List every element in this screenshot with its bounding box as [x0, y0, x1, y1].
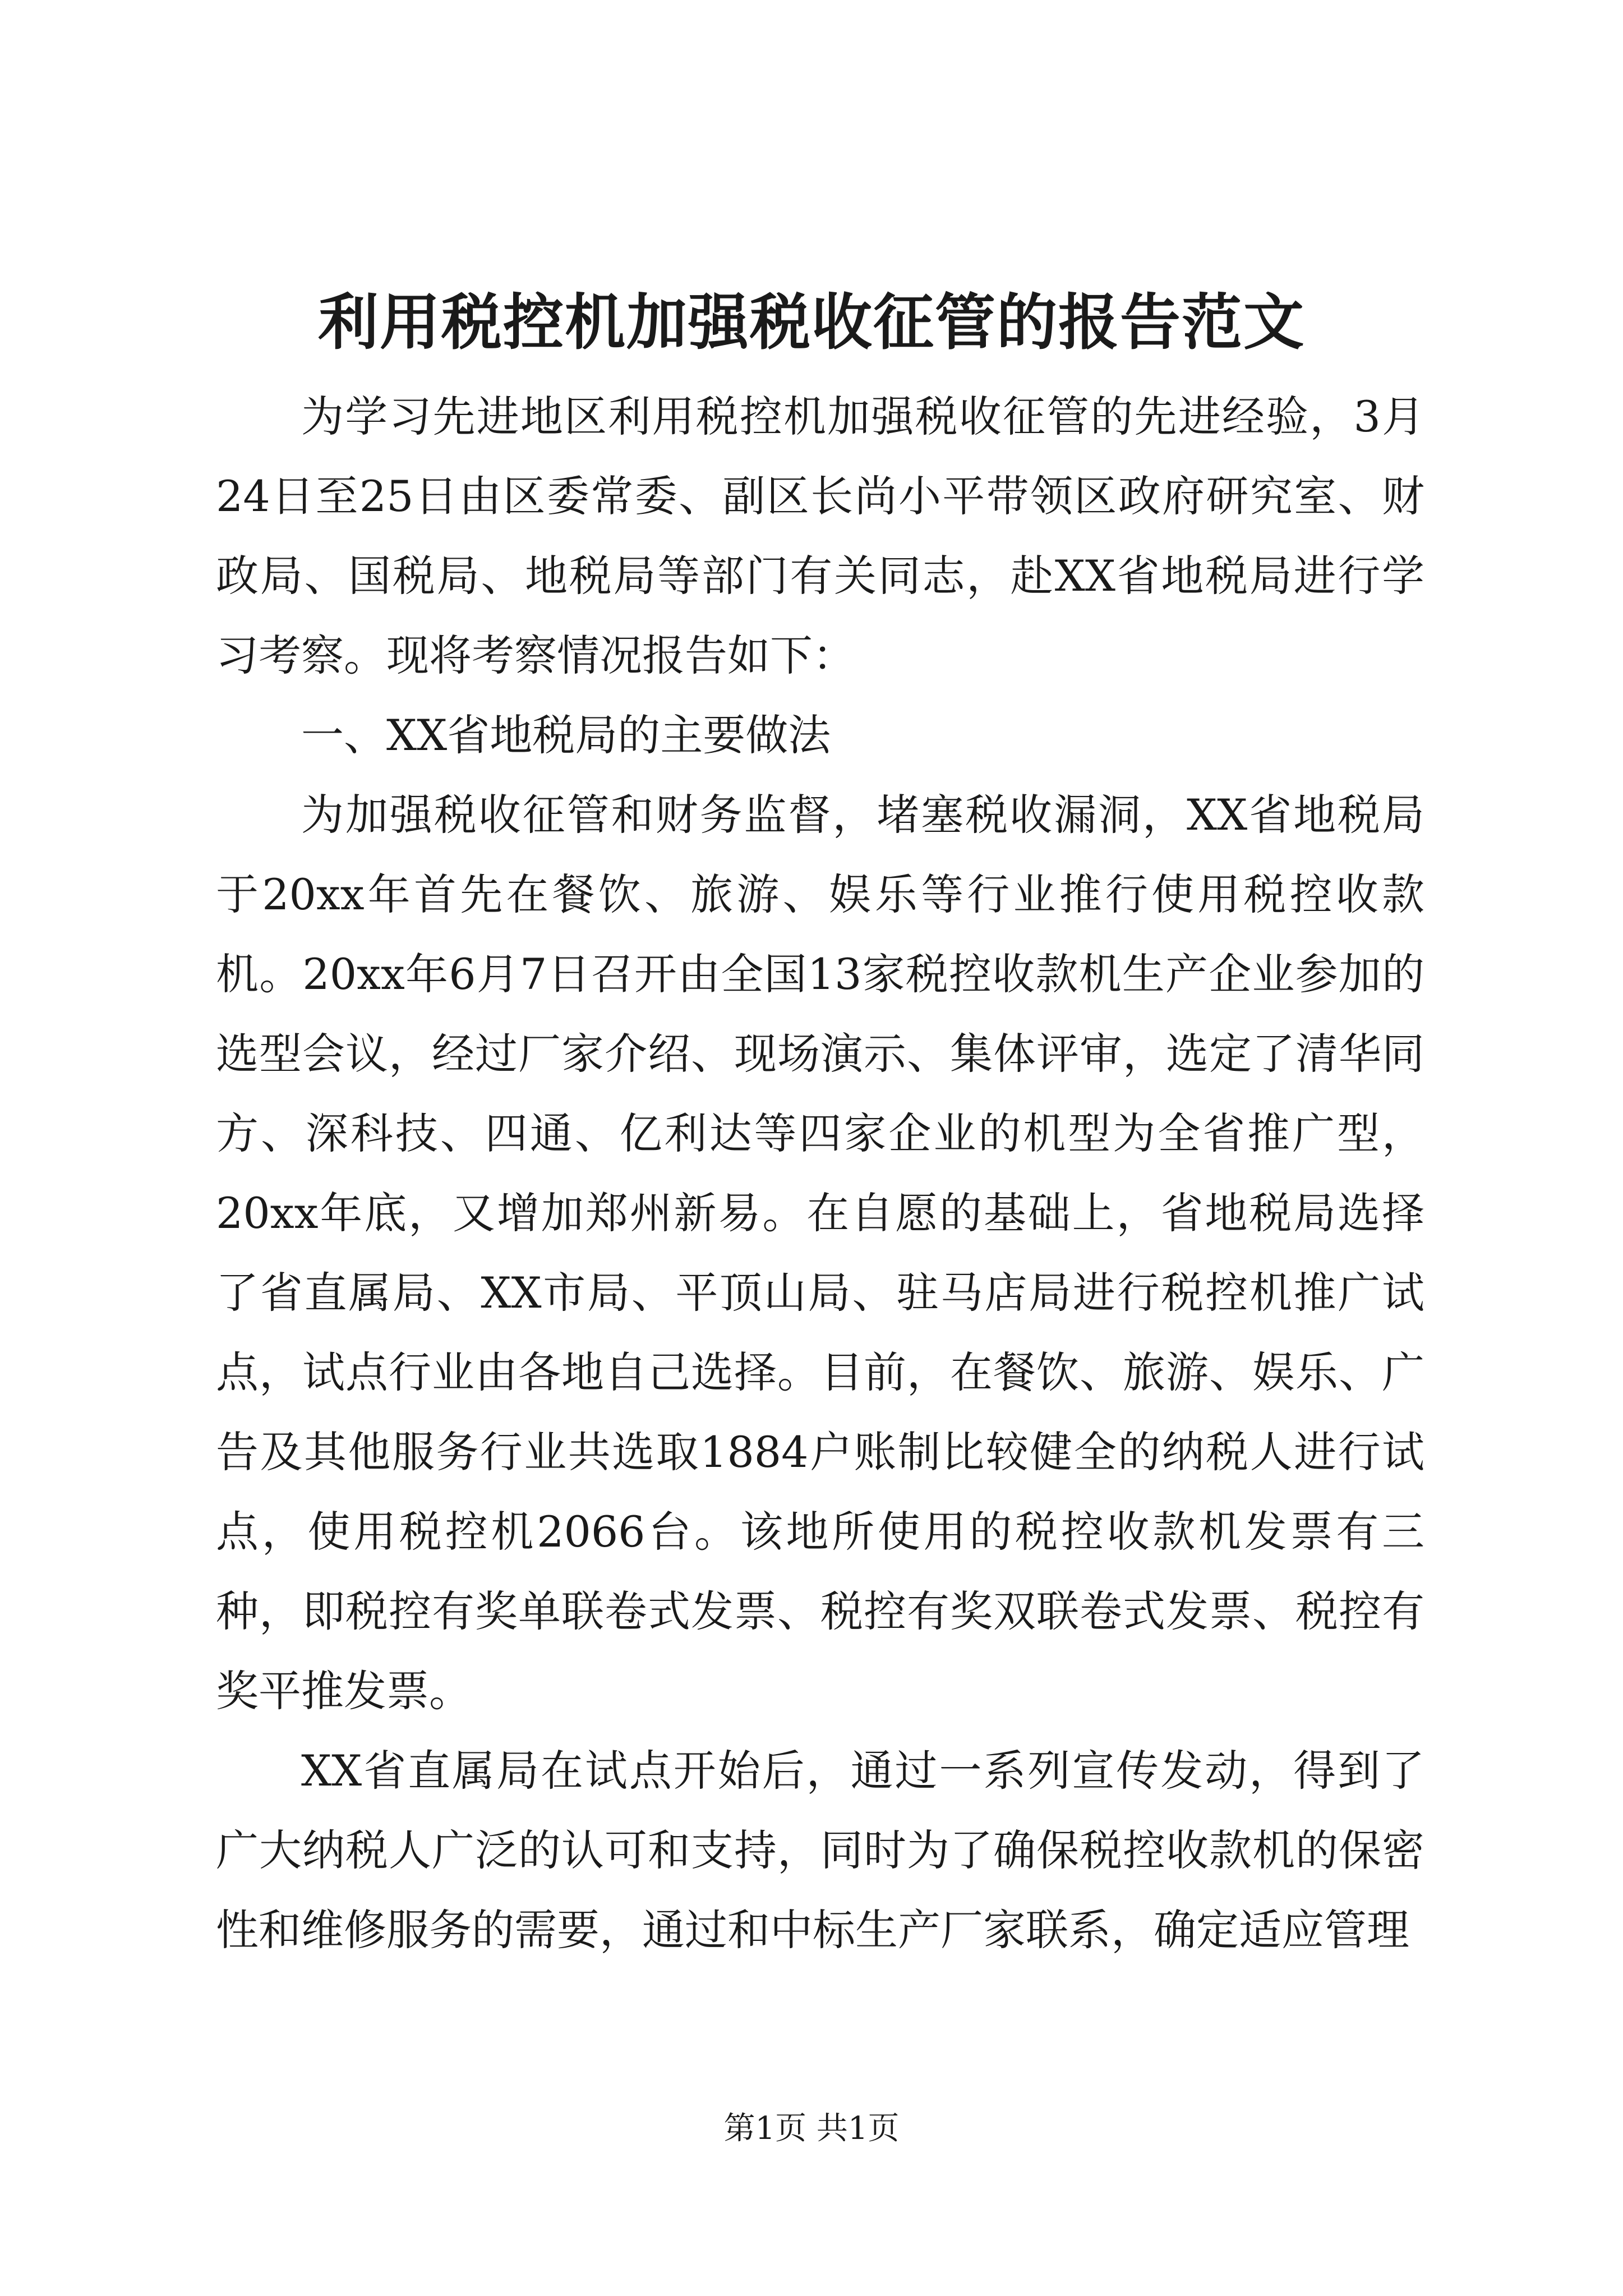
document-title: 利用税控机加强税收征管的报告范文 — [317, 287, 1305, 358]
paragraph-practices: 为加强税收征管和财务监督，堵塞税收漏洞，XX省地税局于20xx年首先在餐饮、旅游、娱乐等行业推行使用税控收款机。20xx年6月7日召开由全国13家税控收款机生产企业参加的选型会议，经过厂家介绍、现场演示、集体评审，选定了清华同方、深科技、四通、亿利达等四家企业的机型为全省推广型，20xx年底，又增加郑州新易。在自愿的基础上，省地税局选择了省直属局、XX市局、平顶山局、驻马店局进行税控机推广试点，试点行业由各地自己选择。目前，在餐饮、旅游、娱乐、广告及其他服务行业共选取1884户账制比较健全的纳税人进行试点，使用税控机2066台。该地所使用的税控收款机发票有三种，即税控有奖单联卷式发票、税控有奖双联卷式发票、税控有奖平推发票。 — [216, 790, 1424, 1716]
section-heading: 一、XX省地税局的主要做法 — [301, 710, 831, 760]
document-body — [216, 377, 1424, 1970]
paragraph-intro: 为学习先进地区利用税控机加强税收征管的先进经验，3月24日至25日由区委常委、副区长尚小平带领区政府研究室、财政局、国税局、地税局等部门有关同志，赴XX省地税局进行学习考察。现将考察情况报告如下： — [216, 392, 1424, 680]
paragraph-direct-bureau: XX省直属局在试点开始后，通过一系列宣传发动，得到了广大纳税人广泛的认可和支持，同时为了确保税控收款机的保密性和维修服务的需要，通过和中标生产厂家联系，确定适应管理 — [216, 1746, 1424, 1955]
page-footer: 第1页 共1页 — [723, 2110, 900, 2147]
